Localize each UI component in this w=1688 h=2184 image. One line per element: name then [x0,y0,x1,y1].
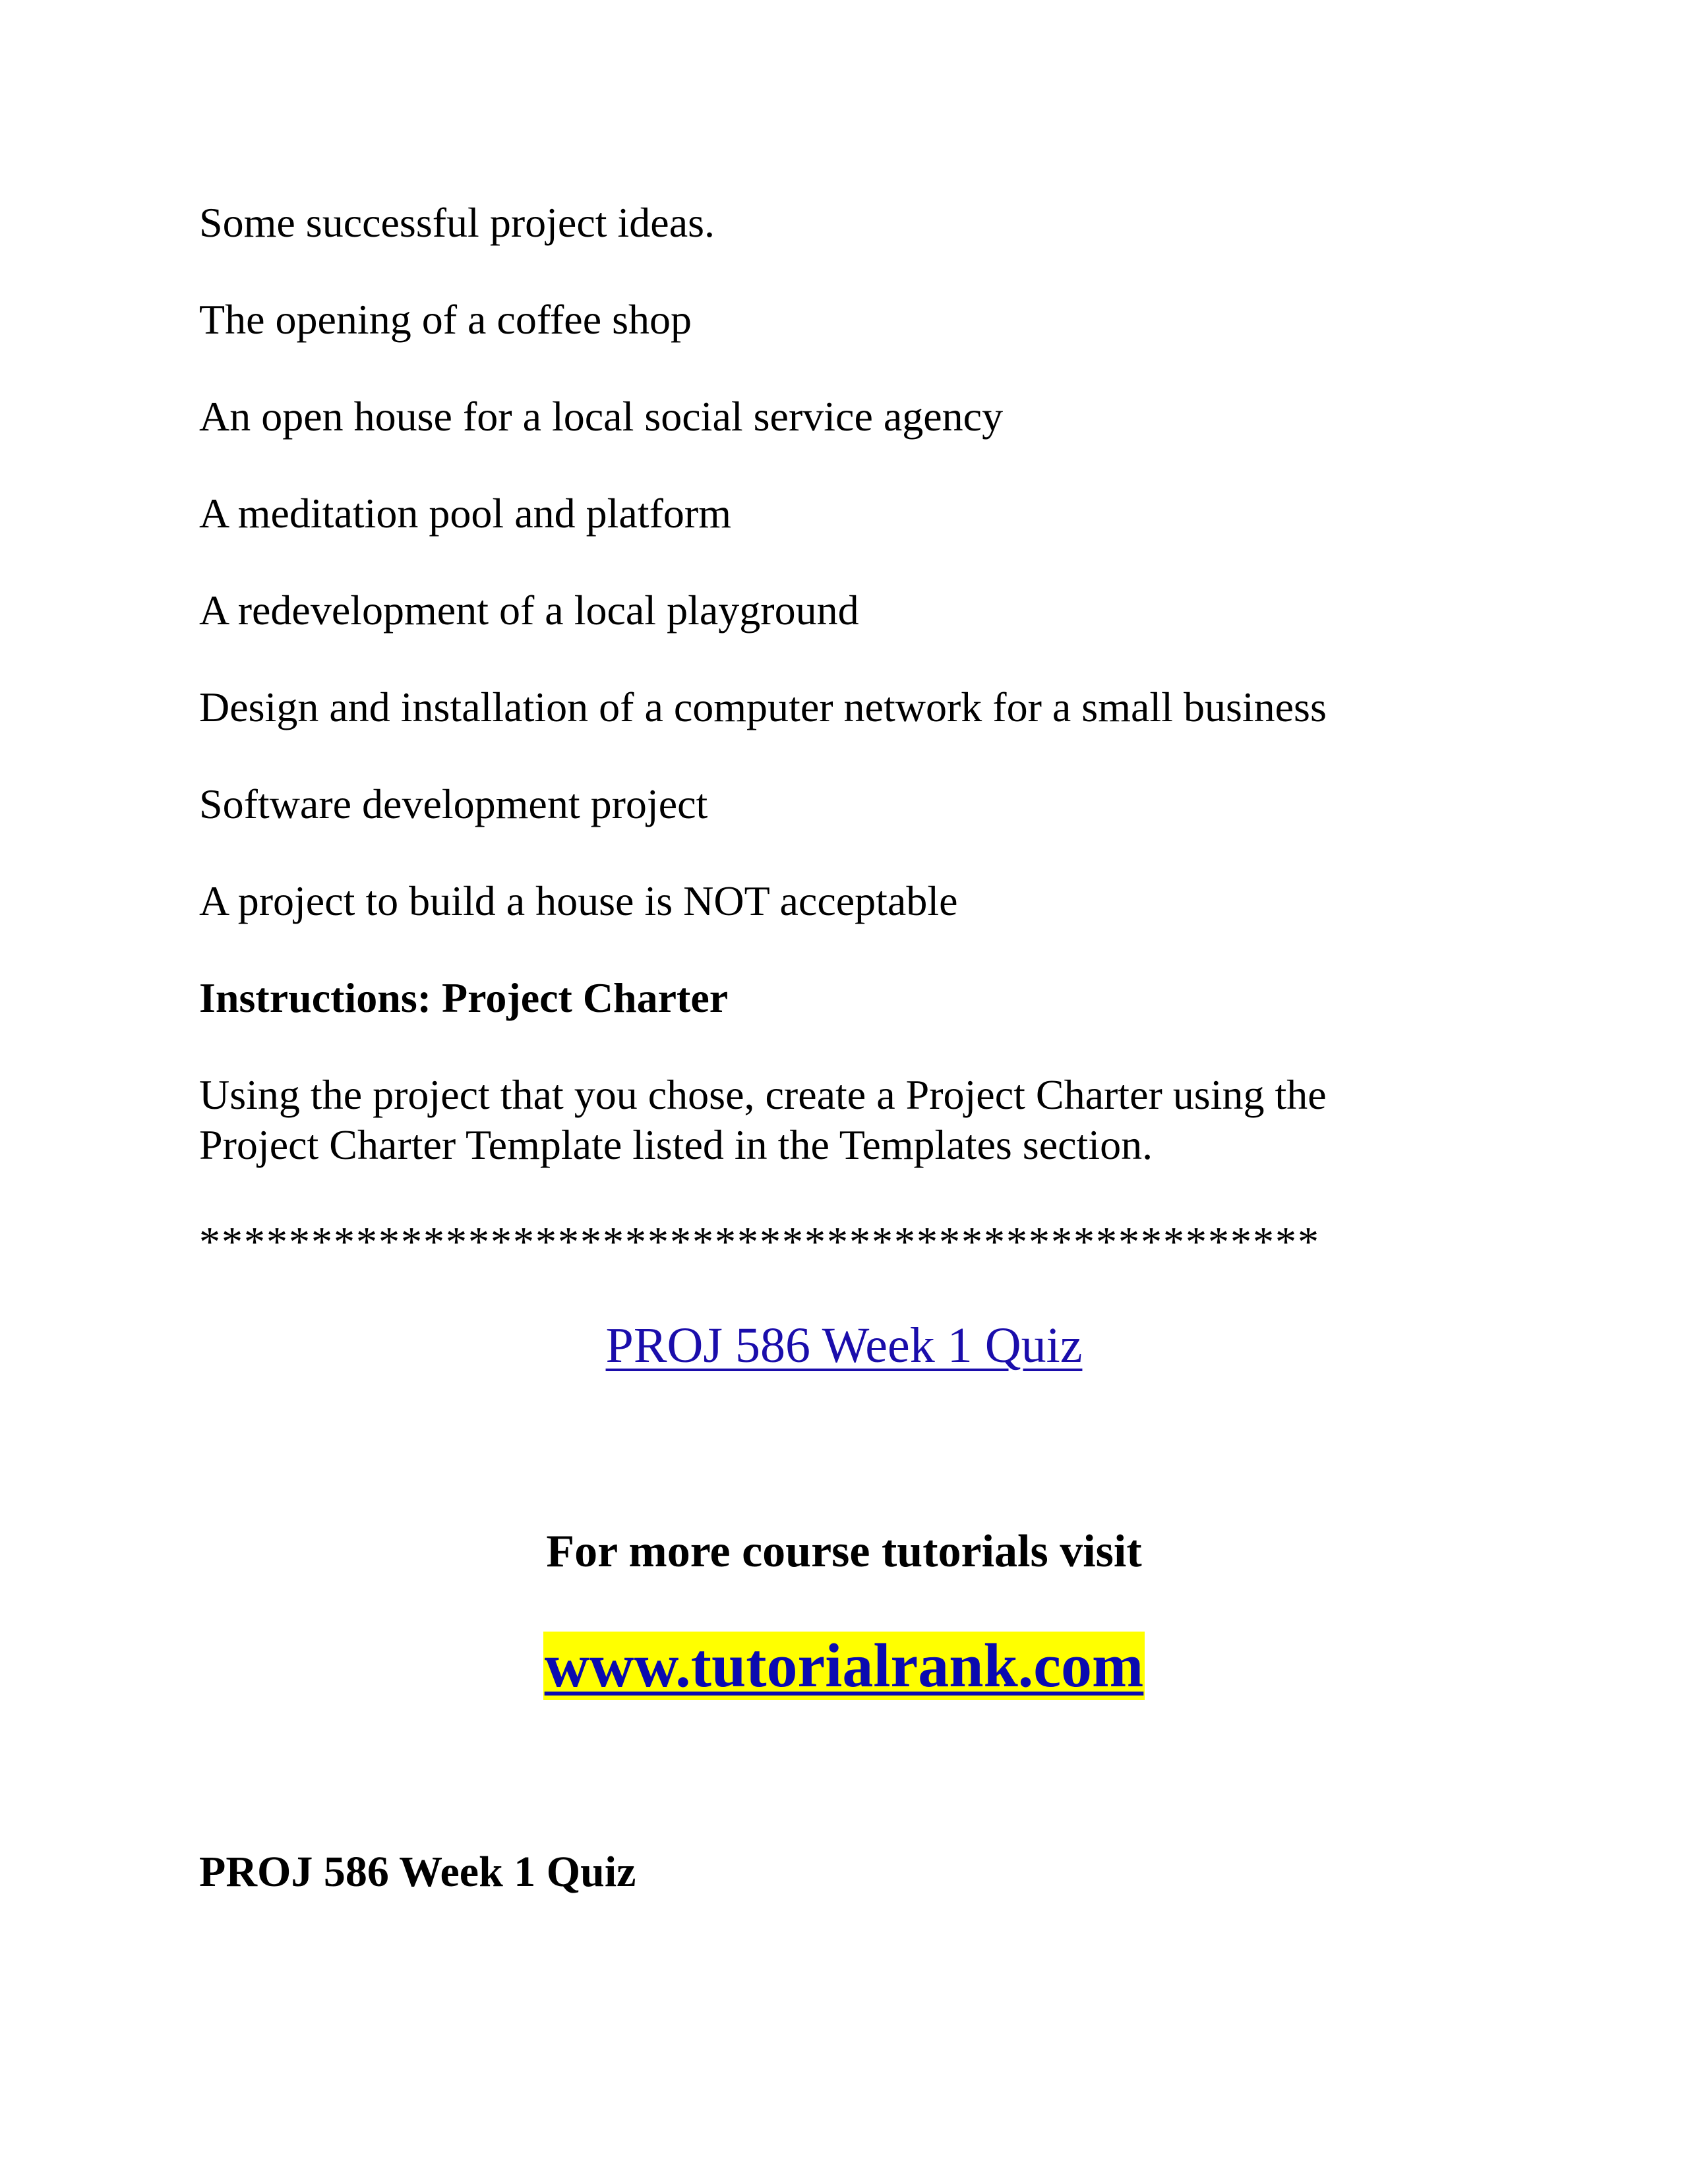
idea-item: An open house for a local social service agency [199,393,1004,440]
instructions-heading: Instructions: Project Charter [199,974,729,1021]
idea-item: A project to build a house is NOT acceptable [199,877,958,924]
visit-text: For more course tutorials visit [546,1526,1142,1577]
instructions-paragraph [199,1070,1518,1170]
intro-text: Some successful project ideas. [199,199,715,246]
separator-stars: ************************************************** [199,1218,1320,1265]
quiz-link[interactable]: PROJ 586 Week 1 Quiz [605,1318,1083,1373]
instructions-line: Project Charter Template listed in the Templates section. [199,1121,1153,1168]
idea-item: A redevelopment of a local playground [199,587,859,634]
idea-item: The opening of a coffee shop [199,296,692,343]
idea-item: A meditation pool and platform [199,490,731,537]
quiz-link-row [0,1316,1688,1375]
idea-item: Software development project [199,781,708,827]
instructions-line: Using the project that you chose, create a Project Charter using the [199,1071,1327,1118]
site-link[interactable]: www.tutorialrank.com [544,1632,1144,1700]
site-link-row [0,1630,1688,1702]
idea-item: Design and installation of a computer network for a small business [199,684,1327,730]
footer-heading: PROJ 586 Week 1 Quiz [199,1848,636,1896]
